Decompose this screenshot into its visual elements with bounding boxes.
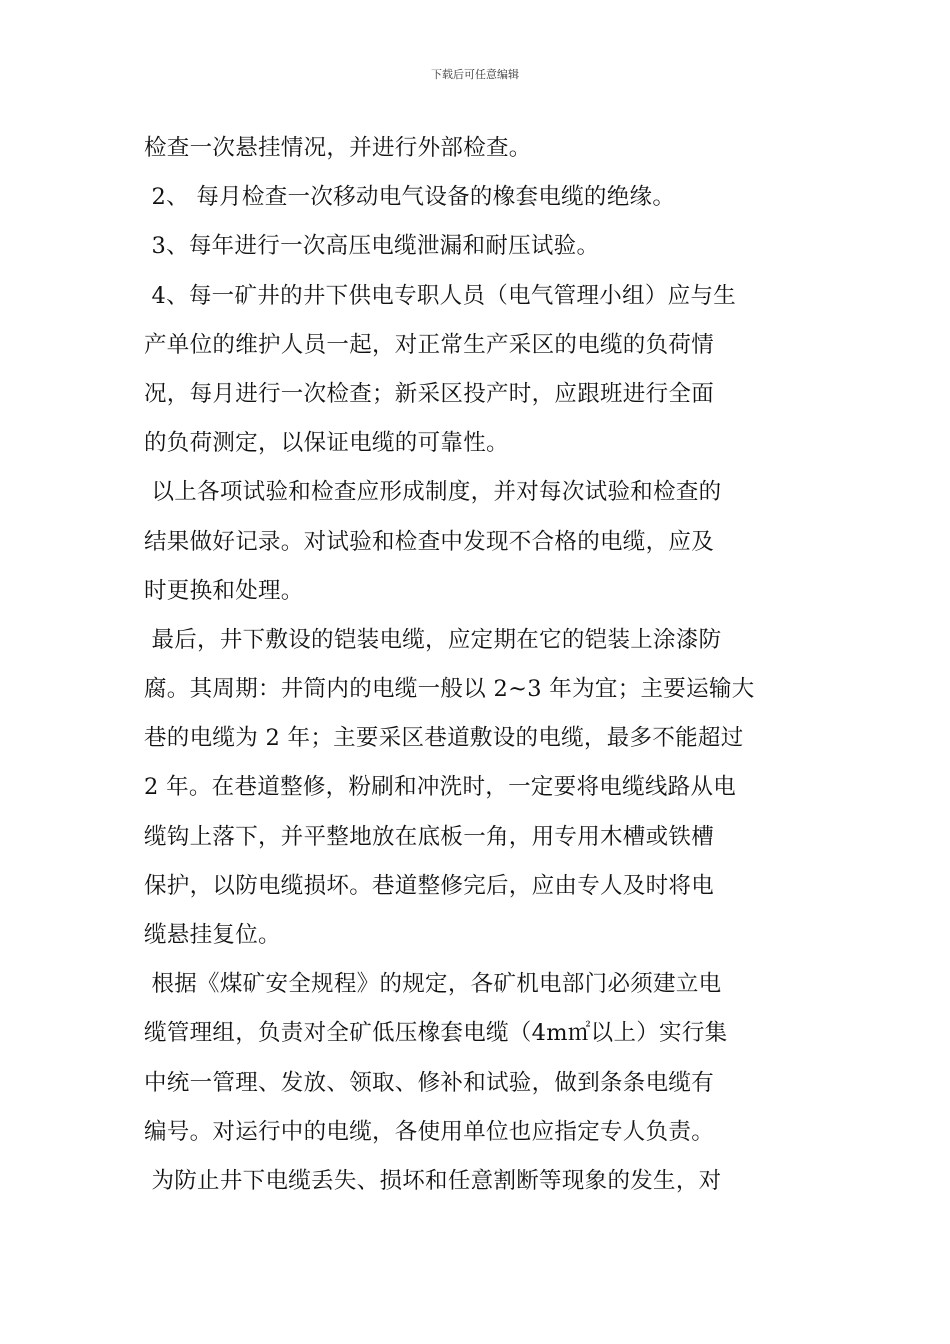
text-line: 3、每年进行一次高压电缆泄漏和耐压试验。 [144,233,600,260]
text-line: 编号。对运行中的电缆，各使用单位也应指定专人负责。 [144,1118,715,1145]
text-line: 巷的电缆为 2 年；主要采区巷道敷设的电缆，最多不能超过 [144,725,744,752]
text-line: 产单位的维护人员一起，对正常生产采区的电缆的负荷情 [144,331,715,358]
text-line: 中统一管理、发放、领取、修补和试验，做到条条电缆有 [144,1069,715,1096]
text-line: 结果做好记录。对试验和检查中发现不合格的电缆，应及 [144,528,715,555]
text-line: 的负荷测定，以保证电缆的可靠性。 [144,430,509,457]
text-line: 时更换和处理。 [144,577,304,604]
text-line: 2、 每月检查一次移动电气设备的橡套电缆的绝缘。 [144,184,676,211]
text-line: 4、每一矿井的井下供电专职人员（电气管理小组）应与生 [144,282,737,309]
text-line: 根据《煤矿安全规程》的规定，各矿机电部门必须建立电 [144,971,722,998]
text-line: 腐。其周期：井筒内的电缆一般以 2~3 年为宜；主要运输大 [144,676,755,703]
text-line: 以上各项试验和检查应形成制度，并对每次试验和检查的 [144,479,722,506]
document-body [144,124,808,1206]
text-line: 保护，以防电缆损坏。巷道整修完后，应由专人及时将电 [144,872,715,899]
page-header: 下载后可任意编辑 [431,68,519,81]
text-line: 缆悬挂复位。 [144,922,281,948]
text-line: 最后，井下敷设的铠装电缆，应定期在它的铠装上涂漆防 [144,626,722,653]
text-line: 检查一次悬挂情况，并进行外部检查。 [144,135,532,161]
text-line: 为防止井下电缆丢失、损坏和任意割断等现象的发生，对 [144,1167,722,1194]
text-line: 2 年。在巷道整修，粉刷和冲洗时，一定要将电缆线路从电 [144,774,737,801]
text-line: 况，每月进行一次检查；新采区投产时，应跟班进行全面 [144,380,715,407]
text-line: 缆管理组，负责对全矿低压橡套电缆（4m㎡以上）实行集 [144,1020,728,1047]
text-line: 缆钩上落下，并平整地放在底板一角，用专用木槽或铁槽 [144,823,715,850]
